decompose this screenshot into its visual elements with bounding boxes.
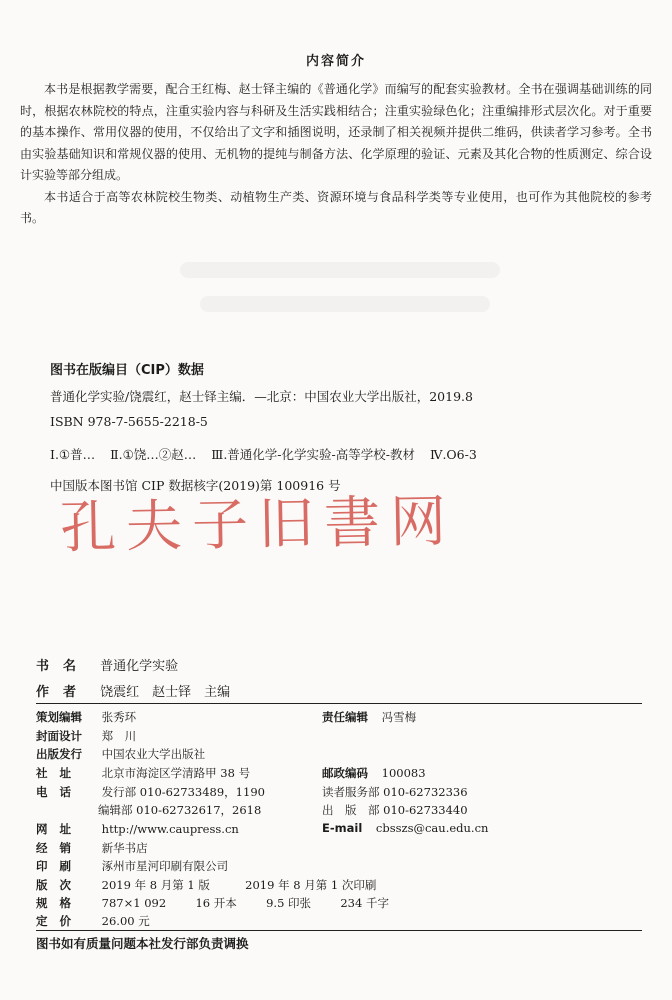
website-label: 网址	[36, 822, 83, 836]
email-label: E-mail	[322, 821, 363, 835]
intro-body	[20, 79, 652, 230]
spec-sheets: 9.5 印张	[266, 896, 312, 910]
edition-value: 2019 年 8 月第 1 版	[101, 878, 210, 892]
intro-title: 内容简介	[305, 54, 366, 69]
edition-label: 版次	[36, 878, 83, 892]
planning-editor-row	[36, 709, 136, 725]
spec-words: 234 千字	[340, 896, 389, 910]
divider-bottom	[36, 930, 642, 931]
responsible-editor-row	[322, 709, 416, 725]
cip-line-title: 普通化学实验/饶震红，赵士铎主编．—北京：中国农业大学出版社，2019.8	[50, 389, 473, 404]
faint-bleedthrough	[200, 296, 490, 312]
edition-row	[36, 877, 376, 893]
price-row	[36, 913, 150, 929]
spec-label: 规格	[36, 896, 83, 910]
responsible-editor-label: 责任编辑	[322, 710, 368, 724]
email-row	[322, 821, 488, 835]
book-name-value: 普通化学实验	[100, 659, 179, 674]
address-row	[36, 765, 250, 781]
watermark-text: 孔夫子旧書网	[59, 489, 457, 561]
cover-design-label: 封面设计	[36, 729, 82, 743]
author-label: 作者	[36, 685, 91, 700]
website-value: http://www.caupress.cn	[101, 822, 239, 836]
cover-design-value: 郑 川	[101, 729, 137, 743]
publisher-row	[36, 746, 205, 762]
book-name-label: 书名	[36, 659, 91, 674]
quality-note: 图书如有质量问题本社发行部负责调换	[36, 936, 249, 951]
spec-row	[36, 895, 389, 911]
publisher-label: 出版发行	[36, 747, 82, 761]
printer-value: 涿州市星河印刷有限公司	[101, 859, 229, 873]
divider-top	[36, 703, 642, 704]
postcode-row	[322, 765, 426, 781]
cip-class-4: Ⅳ.O6-3	[429, 447, 477, 462]
publishing-dept-phone: 出 版 部 010-62733440	[322, 803, 468, 817]
planning-editor-label: 策划编辑	[36, 710, 82, 724]
cip-isbn: ISBN 978-7-5655-2218-5	[50, 414, 208, 429]
price-label: 定价	[36, 914, 83, 928]
postcode-value: 100083	[381, 766, 426, 780]
postcode-label: 邮政编码	[322, 766, 368, 780]
email-value: cbsszs@cau.edu.cn	[375, 821, 489, 835]
cip-class-3: Ⅲ.普通化学-化学实验-高等学校-教材	[211, 447, 415, 462]
printer-label: 印刷	[36, 859, 83, 873]
address-value: 北京市海淀区学清路甲 38 号	[101, 766, 251, 780]
spec-size: 787×1 092	[101, 896, 167, 910]
planning-editor-value: 张秀环	[101, 710, 137, 724]
cip-record-number: 中国版本图书馆 CIP 数据核字(2019)第 100916 号	[50, 478, 341, 493]
cip-classification	[50, 445, 488, 463]
cip-class-1: Ⅰ.①普…	[50, 447, 96, 462]
faint-bleedthrough	[180, 262, 500, 278]
spec-format: 16 开本	[195, 896, 237, 910]
phone-row	[36, 784, 265, 800]
author-row	[36, 681, 230, 700]
reader-service-phone: 读者服务部 010-62732336	[322, 785, 468, 799]
printing-value: 2019 年 8 月第 1 次印刷	[245, 878, 377, 892]
address-label: 社址	[36, 766, 83, 780]
distributor-value: 新华书店	[101, 841, 148, 855]
publisher-value: 中国农业大学出版社	[101, 747, 206, 761]
author-value: 饶震红 赵士铎 主编	[100, 685, 231, 700]
intro-paragraph-1: 本书是根据教学需要，配合王红梅、赵士铎主编的《普通化学》而编写的配套实验教材。全书在强调基础训练的同时，根据农林院校的特点，注重实验内容与科研及生活实践相结合；注重实验绿色化；注重编排形式层次化。对于重要的基本操作、常用仪器的使用，不仅给出了文字和插图说明，还录制了相关视频并提供二维码，供读者学习参考。全书由实验基础知识和常规仪器的使用、无机物的提纯与制备方法、化学原理的验证、元素及其化合物的性质测定、综合设计实验等部分组成。	[20, 82, 652, 182]
phone-edit-value: 编辑部 010-62732617，2618	[98, 803, 262, 817]
cip-class-2: Ⅱ.①饶…②赵…	[110, 447, 197, 462]
phone-issue-value: 发行部 010-62733489，1190	[101, 785, 265, 799]
phone-label: 电话	[36, 785, 83, 799]
price-value: 26.00 元	[101, 914, 150, 928]
responsible-editor-value: 冯雪梅	[381, 710, 417, 724]
website-row	[36, 821, 239, 837]
distributor-row	[36, 840, 148, 856]
intro-paragraph-2: 本书适合于高等农林院校生物类、动植物生产类、资源环境与食品科学类等专业使用，也可作为其他院校的参考书。	[20, 189, 652, 225]
book-name-row	[36, 655, 178, 674]
cip-heading: 图书在版编目（CIP）数据	[50, 363, 204, 378]
printer-row	[36, 858, 228, 874]
distributor-label: 经销	[36, 841, 83, 855]
cover-design-row	[36, 728, 136, 744]
